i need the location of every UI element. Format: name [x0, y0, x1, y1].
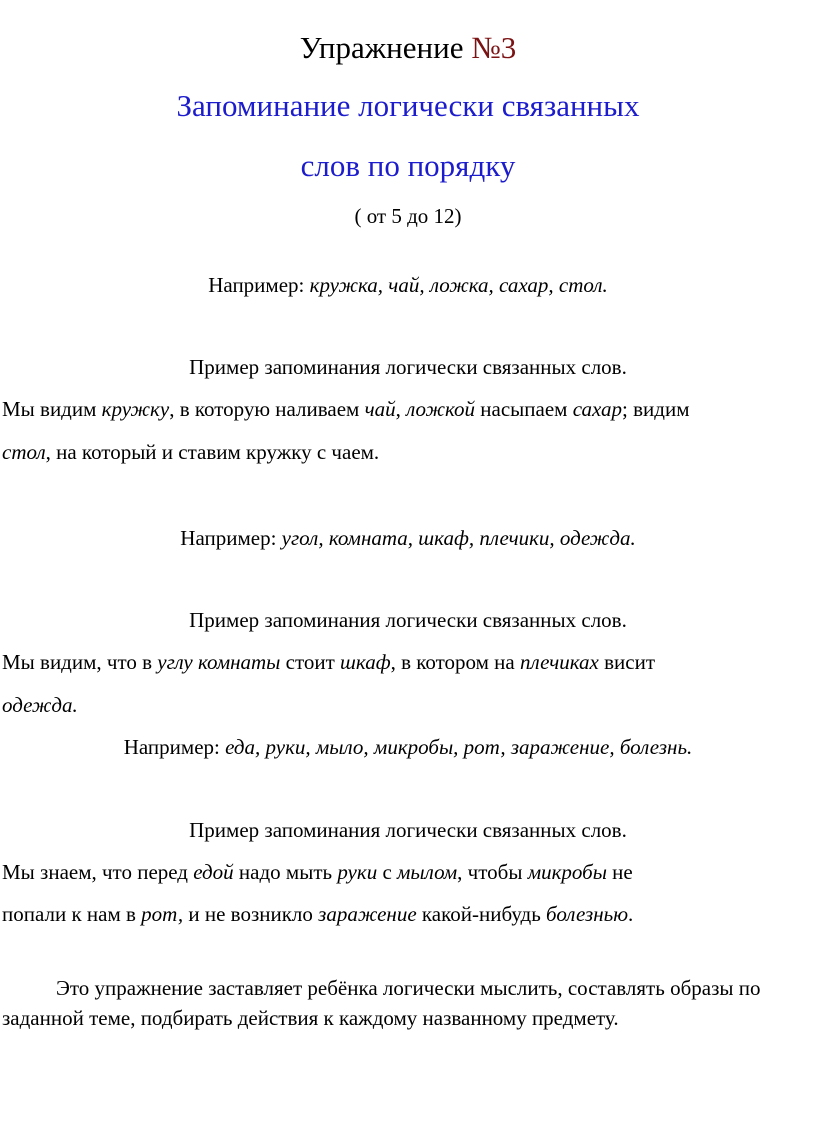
example-2-heading: Пример запоминания логически связанных слов.	[189, 608, 627, 632]
example-1-story-line-2	[2, 440, 379, 465]
story-fragment: надо мыть	[233, 860, 338, 884]
story-fragment: не	[606, 860, 633, 884]
page-title	[0, 30, 816, 66]
story-fragment: руки	[337, 860, 378, 884]
story-fragment: чай	[364, 397, 396, 421]
example-3-story-line-2	[2, 902, 633, 927]
story-fragment: и не возникло	[183, 902, 319, 926]
story-fragment: , в которую наливаем	[169, 397, 365, 421]
story-fragment: ; видим	[622, 397, 690, 421]
subtitle-line-1: Запоминание логически связанных	[176, 88, 640, 123]
example-1-words: кружка, чай, ложка, сахар, стол.	[309, 273, 608, 297]
example-3-words: еда, руки, мыло, микробы, рот, заражение, болезнь.	[225, 735, 693, 759]
example-2-words-line	[0, 526, 816, 551]
story-fragment: , чтобы	[457, 860, 528, 884]
story-fragment: сахар	[572, 397, 623, 421]
story-fragment: углу комнаты	[157, 650, 281, 674]
story-fragment: с	[377, 860, 398, 884]
story-fragment: микробы	[527, 860, 607, 884]
example-label: Например:	[208, 273, 305, 297]
story-fragment: шкаф	[340, 650, 391, 674]
story-fragment: болезнью	[546, 902, 629, 926]
example-label: Например:	[180, 526, 277, 550]
example-3-words-line	[0, 735, 816, 760]
story-fragment: заражение	[318, 902, 417, 926]
story-fragment: мылом	[397, 860, 458, 884]
story-fragment: рот,	[141, 902, 184, 926]
subtitle-line-2: слов по порядку	[300, 148, 516, 183]
story-fragment: , на который и ставим кружку с чаем.	[45, 440, 380, 464]
story-fragment: , в котором на	[390, 650, 520, 674]
story-fragment: насыпаем	[475, 397, 573, 421]
conclusion-paragraph	[2, 973, 792, 1033]
story-fragment: стол	[2, 440, 46, 464]
example-label: Например:	[123, 735, 220, 759]
story-fragment: ложкой	[406, 397, 476, 421]
story-fragment: одежда.	[2, 693, 78, 717]
conclusion-text: Это упражнение заставляет ребёнка логически мыслить, составлять образы по заданной теме, подбирать действия к каждому названному предмету.	[2, 976, 761, 1030]
example-2-story-line-2	[2, 693, 78, 718]
example-1-words-line	[0, 273, 816, 298]
story-fragment: Мы знаем, что перед	[2, 860, 194, 884]
story-fragment: какой-нибудь	[416, 902, 547, 926]
example-2-story-line-1	[2, 650, 655, 675]
story-fragment: плечиках	[519, 650, 599, 674]
title-word: Упражнение	[299, 30, 464, 65]
story-fragment: попали к нам в	[2, 902, 142, 926]
story-fragment: кружку	[101, 397, 170, 421]
example-1-story-line-1	[2, 397, 690, 422]
example-3-story-line-1	[2, 860, 633, 885]
word-count-range: ( от 5 до 12)	[354, 204, 462, 228]
story-fragment: стоит	[280, 650, 341, 674]
title-number: №3	[471, 30, 517, 65]
story-fragment: .	[628, 902, 634, 926]
story-fragment: Мы видим, что в	[2, 650, 158, 674]
example-3-heading: Пример запоминания логически связанных слов.	[189, 818, 627, 842]
example-1-heading: Пример запоминания логически связанных слов.	[189, 355, 627, 379]
example-2-words: угол, комната, шкаф, плечики, одежда.	[281, 526, 636, 550]
story-fragment: ,	[395, 397, 407, 421]
story-fragment: Мы видим	[2, 397, 102, 421]
story-fragment: висит	[598, 650, 655, 674]
story-fragment: едой	[193, 860, 234, 884]
